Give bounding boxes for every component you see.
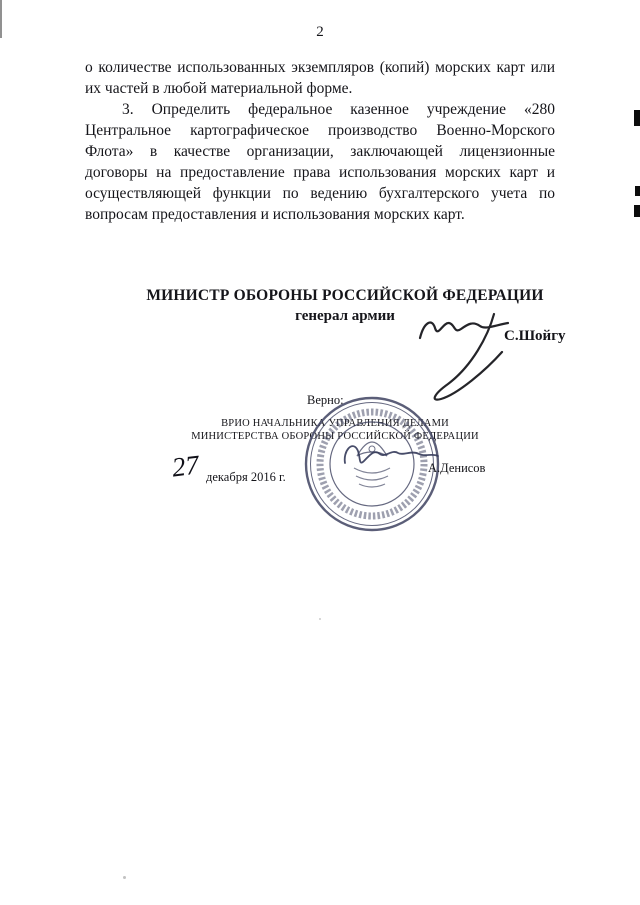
scan-artifact bbox=[0, 0, 2, 38]
scan-speck bbox=[123, 876, 126, 879]
body-text bbox=[85, 57, 555, 225]
certifier-name: А.Денисов bbox=[428, 461, 486, 475]
handwritten-date-day: 27 bbox=[170, 449, 201, 483]
scan-artifact bbox=[634, 110, 640, 126]
minister-rank: генерал армии bbox=[295, 308, 395, 324]
minister-name: С.Шойгу bbox=[504, 328, 566, 344]
certified-label: Верно: bbox=[307, 393, 344, 407]
signature-block bbox=[50, 286, 640, 326]
certifier-position-line2: МИНИСТЕРСТВА ОБОРОНЫ РОССИЙСКОЙ ФЕДЕРАЦИИ bbox=[191, 430, 479, 442]
certifier-signature bbox=[340, 437, 442, 475]
scan-speck bbox=[319, 618, 321, 620]
scan-artifact bbox=[635, 186, 640, 196]
certifier-position-line1: ВРИО НАЧАЛЬНИКА УПРАВЛЕНИЯ ДЕЛАМИ bbox=[221, 418, 449, 429]
date-text: декабря 2016 г. bbox=[206, 470, 286, 484]
paragraph-item-3: 3. Определить федеральное казенное учреждение «280 Центральное картографическое производство Военно-Морского Флота» в качестве организации, заключающей лицензионные договоры на предоставление права использования морских карт и осуществляющей функции по ведению бухгалтерского учета по вопросам предоставления и использования морских карт. bbox=[85, 101, 555, 223]
minister-title: МИНИСТР ОБОРОНЫ РОССИЙСКОЙ ФЕДЕРАЦИИ bbox=[146, 287, 544, 304]
page-number: 2 bbox=[316, 24, 324, 40]
minister-signature bbox=[414, 308, 526, 404]
scan-artifact bbox=[634, 205, 640, 217]
paragraph-continuation: о количестве использованных экземпляров (копий) морских карт или их частей в любой материальной форме. bbox=[85, 59, 555, 97]
